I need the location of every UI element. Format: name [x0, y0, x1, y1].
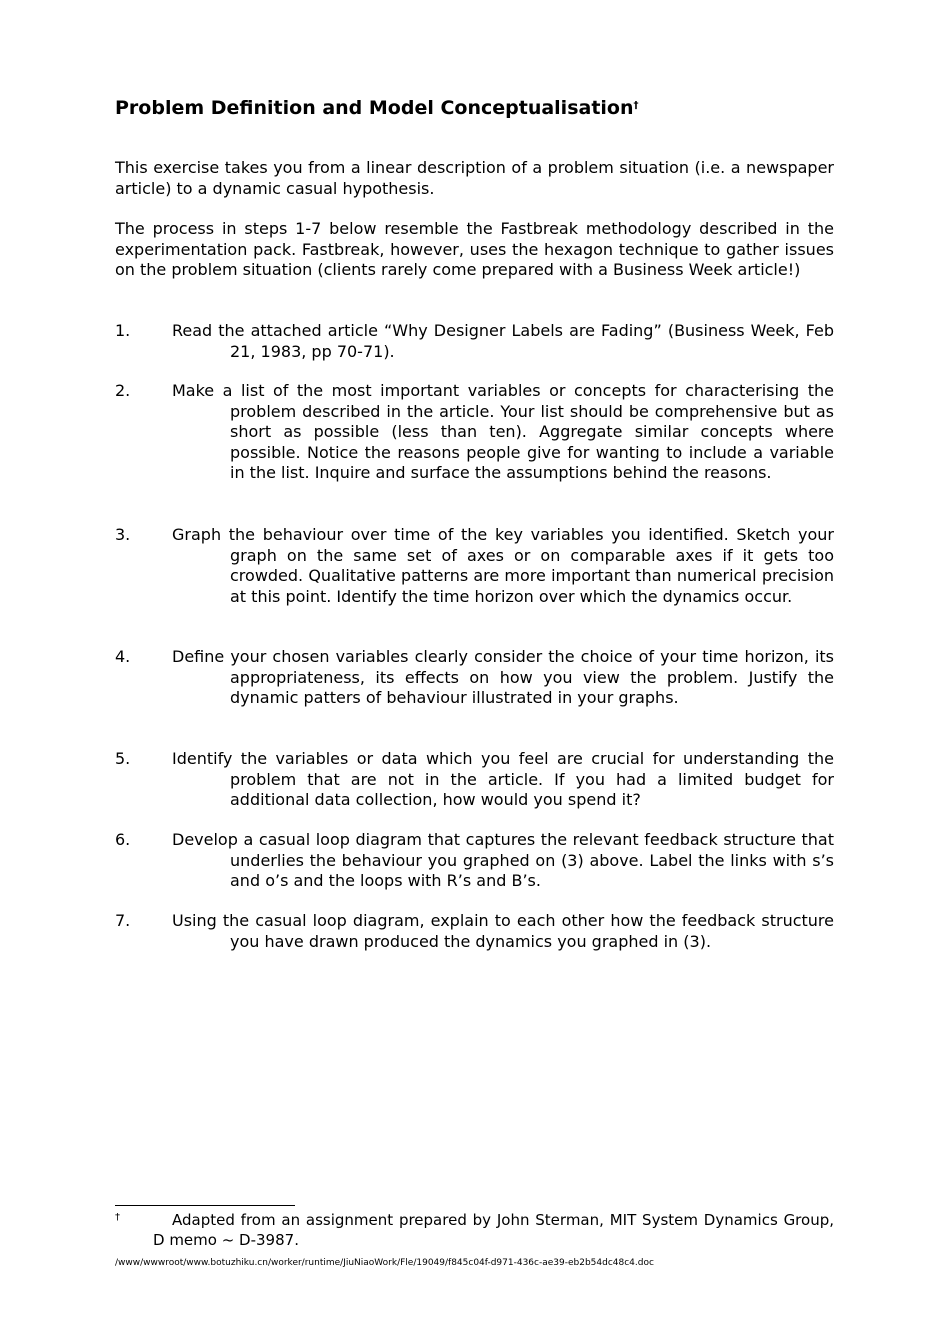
process-paragraph: The process in steps 1-7 below resemble the Fastbreak methodology described in the experimentation pack. Fastbreak, however, uses the hexagon technique to gather issues on the problem situation (clients rarely come prepared with a Business Week article!) — [115, 219, 834, 280]
step-item — [115, 525, 834, 607]
intro-paragraph: This exercise takes you from a linear description of a problem situation (i.e. a newspaper article) to a dynamic casual hypothesis. — [115, 158, 834, 198]
step-item — [115, 321, 834, 362]
step-text: Read the attached article “Why Designer Labels are Fading” (Business Week, Feb 21, 1983, pp 70-71). — [172, 321, 834, 361]
step-text: Define your chosen variables clearly consider the choice of your time horizon, its appropriateness, its effects on how you view the problem. Justify the dynamic patters of behaviour illustrated in your graphs. — [172, 647, 834, 708]
step-item — [115, 911, 834, 952]
step-text: Make a list of the most important variables or concepts for characterising the problem described in the article. Your list should be comprehensive but as short as possible (less than ten). Aggregate similar concepts where possible. Notice the reasons people give for wanting to include a variable in the list. Inquire and surface the assumptions behind the reasons. — [172, 381, 834, 483]
step-item — [115, 749, 834, 811]
title-footnote-mark: † — [633, 100, 639, 111]
title-text: Problem Definition and Model Conceptualisation — [115, 97, 634, 119]
step-number: 3. — [115, 525, 131, 544]
footnote-mark: † — [115, 1212, 120, 1223]
footnote-text: Adapted from an assignment prepared by John Sterman, MIT System Dynamics Group, D memo ~ D-3987. — [153, 1211, 834, 1249]
step-item — [115, 381, 834, 484]
step-number: 4. — [115, 647, 131, 666]
step-item — [115, 647, 834, 709]
step-number: 1. — [115, 321, 131, 340]
file-path-footer: /www/wwwroot/www.botuzhiku.cn/worker/runtime/JiuNiaoWork/Fle/19049/f845c04f-d971-436c-ae39-eb2b54dc48c4.doc — [115, 1258, 654, 1268]
step-text: Identify the variables or data which you feel are crucial for understanding the problem that are not in the article. If you had a limited budget for additional data collection, how would you spend it? — [172, 749, 834, 810]
step-number: 5. — [115, 749, 131, 768]
step-item — [115, 830, 834, 892]
document-title — [115, 96, 639, 120]
step-text: Graph the behaviour over time of the key variables you identified. Sketch your graph on the same set of axes or on comparable axes if it gets too crowded. Qualitative patterns are more important than numerical precision at this point. Identify the time horizon over which the dynamics occur. — [172, 525, 834, 606]
step-text: Using the casual loop diagram, explain to each other how the feedback structure you have drawn produced the dynamics you graphed in (3). — [172, 911, 834, 951]
footnote-separator — [115, 1205, 295, 1206]
step-number: 7. — [115, 911, 131, 930]
footnote — [115, 1210, 834, 1250]
step-text: Develop a casual loop diagram that captures the relevant feedback structure that underlies the behaviour you graphed on (3) above. Label the links with s’s and o’s and the loops with R’s and B’s. — [172, 830, 834, 891]
step-number: 2. — [115, 381, 131, 400]
step-number: 6. — [115, 830, 131, 849]
